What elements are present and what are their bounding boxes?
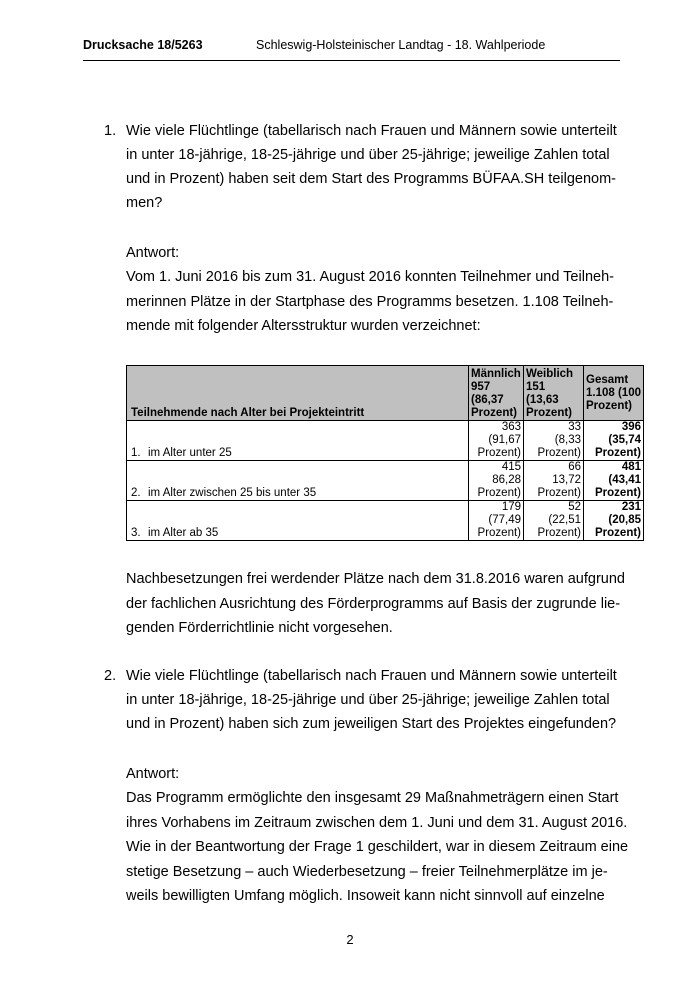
row-label: 1. im Alter unter 25 <box>127 421 469 461</box>
question-2-number: 2. <box>104 668 117 684</box>
row-label: 3. im Alter ab 35 <box>127 501 469 541</box>
row-female: 52 (22,51 Prozent) <box>524 501 584 541</box>
table-row <box>127 421 644 461</box>
question-1-number: 1. <box>104 123 117 139</box>
answer-1-text: Vom 1. Juni 2016 bis zum 31. August 2016 konnten Teilnehmer und Teilneh- merinnen Plätze in der Startphase des Programms besetzen. 1.108 Teilneh- mende mit folgender Altersstruktur wurden verzeichnet: <box>126 269 614 334</box>
row-male: 415 86,28 Prozent) <box>469 461 524 501</box>
row-female: 33 (8,33 Prozent) <box>524 421 584 461</box>
table-header-male: Männlich 957 (86,37 Prozent) <box>469 366 524 421</box>
row-total: 231 (20,85 Prozent) <box>584 501 644 541</box>
answer-2-label: Antwort: <box>126 766 180 782</box>
answer-2-text: Das Programm ermöglichte den insgesamt 29 Maßnahmeträgern einen Start ihres Vorhabens im Zeitraum zwischen dem 1. Juni und dem 31. August 2016. Wie in der Beantwortung der Frage 1 geschildert, war in diesem Zeitraum eine stetige Besetzung – auch Wiederbesetzung – freier Teilnehmerplätze im je- weils bewilligten Umfang möglich. Insoweit kann nicht sinnvoll auf einzelne <box>126 790 629 904</box>
document-number: Drucksache 18/5263 <box>83 38 203 52</box>
question-2-text: Wie viele Flüchtlinge (tabellarisch nach Frauen und Männern sowie unterteilt in unter 18-jährige, 18-25-jährige und über 25-jährige; jeweilige Zahlen total und in Prozent) haben sich zum jeweiligen Start des Projektes eingefunden? <box>126 668 617 732</box>
row-total: 481 (43,41 Prozent) <box>584 461 644 501</box>
table-header-female: Weiblich 151 (13,63 Prozent) <box>524 366 584 421</box>
page-number: 2 <box>346 932 354 947</box>
row-male: 363 (91,67 Prozent) <box>469 421 524 461</box>
after-table-text: Nachbesetzungen frei werdender Plätze nach dem 31.8.2016 waren aufgrund der fachlichen Ausrichtung des Förderprogramms auf Basis der zugrunde lie- genden Förderrichtlinie nicht vorgesehen. <box>126 571 625 636</box>
question-1-text: Wie viele Flüchtlinge (tabellarisch nach Frauen und Männern sowie unterteilt in unter 18-jährige, 18-25-jährige und über 25-jährige; jeweilige Zahlen total und in Prozent) haben seit dem Start des Programms BÜFAA.SH teilgenom- men? <box>126 123 617 211</box>
row-total: 396 (35,74 Prozent) <box>584 421 644 461</box>
page-header <box>83 38 620 61</box>
answer-1-label: Antwort: <box>126 245 180 261</box>
table-header-label: Teilnehmende nach Alter bei Projekteintritt <box>127 366 469 421</box>
row-label: 2. im Alter zwischen 25 bis unter 35 <box>127 461 469 501</box>
row-female: 66 13,72 Prozent) <box>524 461 584 501</box>
age-structure-table <box>126 365 644 541</box>
table-header-row <box>127 366 644 421</box>
table-row <box>127 501 644 541</box>
table-header-total: Gesamt 1.108 (100 Prozent) <box>584 366 644 421</box>
parliament-name: Schleswig-Holsteinischer Landtag - 18. Wahlperiode <box>256 38 546 52</box>
table-row <box>127 461 644 501</box>
row-male: 179 (77,49 Prozent) <box>469 501 524 541</box>
